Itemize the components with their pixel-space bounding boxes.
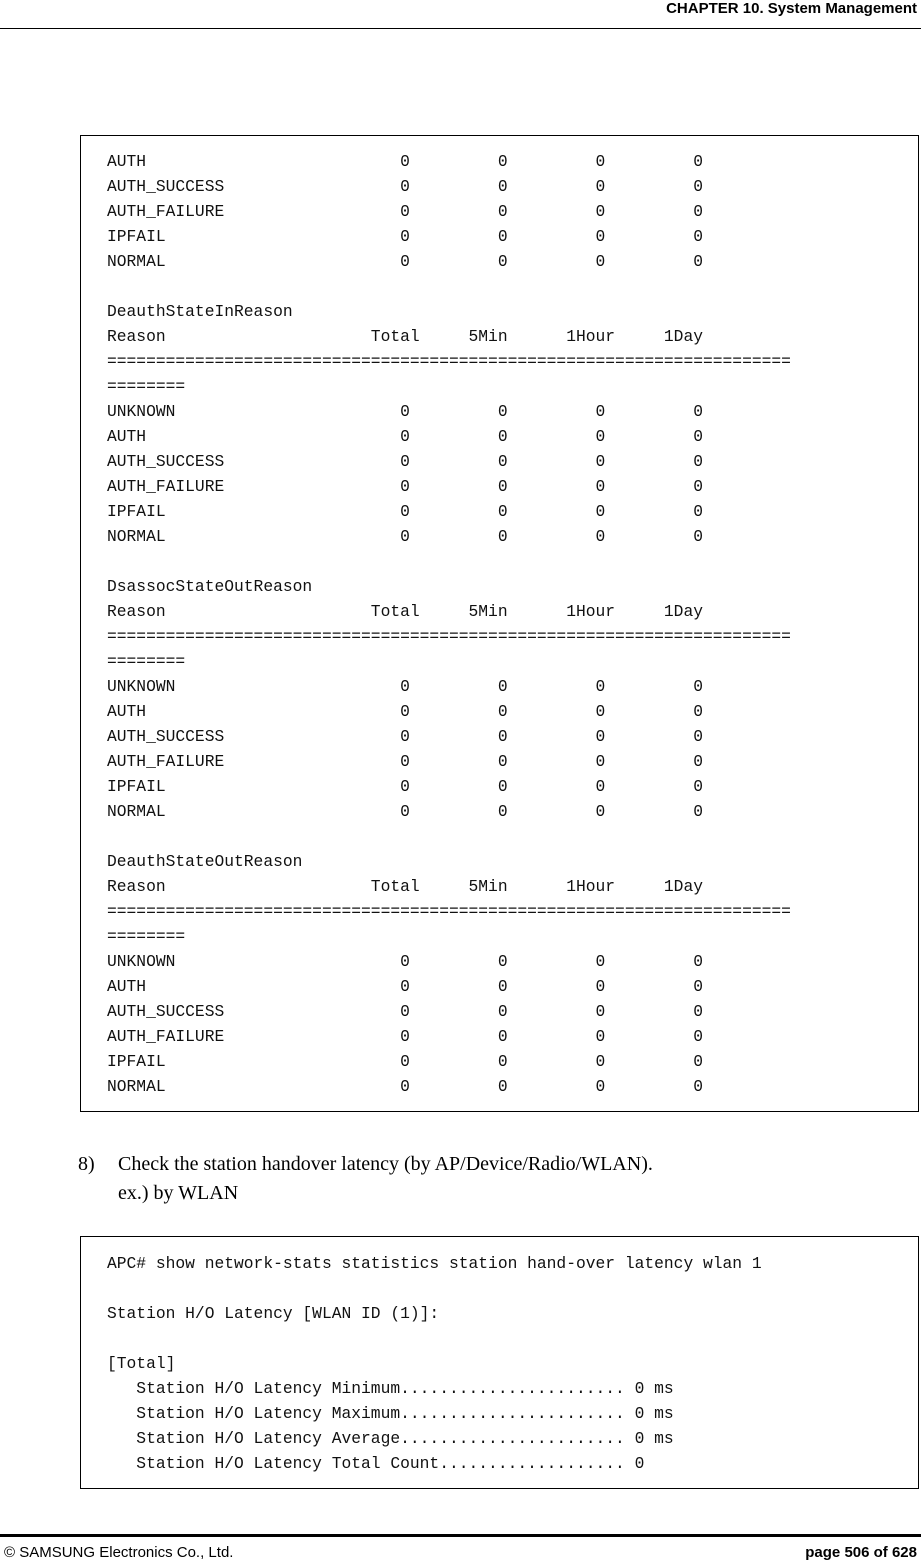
page-footer <box>0 1534 921 1565</box>
step-number: 8) <box>78 1153 95 1175</box>
step-example-label: ex.) by WLAN <box>118 1182 239 1204</box>
chapter-title: CHAPTER 10. System Management <box>666 0 917 17</box>
code-block-deauth-stats <box>80 135 919 1112</box>
code-text: AUTH 0 0 0 0 AUTH_SUCCESS 0 0 0 0 AUTH_FAILURE 0 0 0 0 IPFAIL 0 0 0 0 NORMAL 0 0 0 0 DeauthStateInReason Reason Total 5Min 1Hour 1Day ====================================================================== ======== UNKNOWN 0 0 0 0 AUTH 0 0 0 0 AUTH_SUCCESS 0 0 0 0 AUTH_FAILURE 0 0 0 0 IPFAIL 0 0 0 0 NORMAL 0 0 0 0 DsassocStateOutReason Reason Total 5Min 1Hour 1Day ====================================================================== ======== UNKNOWN 0 0 0 0 AUTH 0 0 0 0 AUTH_SUCCESS 0 0 0 0 AUTH_FAILURE 0 0 0 0 IPFAIL 0 0 0 0 NORMAL 0 0 0 0 DeauthStateOutReason Reason Total 5Min 1Hour 1Day ====================================================================== ======== UNKNOWN 0 0 0 0 AUTH 0 0 0 0 AUTH_SUCCESS 0 0 0 0 AUTH_FAILURE 0 0 0 0 IPFAIL 0 0 0 0 NORMAL 0 0 0 0 <box>107 152 791 1096</box>
step-text: Check the station handover latency (by AP/Device/Radio/WLAN). <box>118 1153 653 1175</box>
page-header <box>0 0 921 29</box>
code-text: APC# show network-stats statistics station hand-over latency wlan 1 Station H/O Latency [WLAN ID (1)]: [Total] Station H/O Latency Minimum....................... 0 ms Station H/O Latency Maximum....................... 0 ms Station H/O Latency Average....................... 0 ms Station H/O Latency Total Count................... 0 <box>107 1254 762 1473</box>
code-block-handover-latency <box>80 1236 919 1489</box>
copyright: © SAMSUNG Electronics Co., Ltd. <box>4 1544 234 1561</box>
page-number: page 506 of 628 <box>805 1544 917 1561</box>
